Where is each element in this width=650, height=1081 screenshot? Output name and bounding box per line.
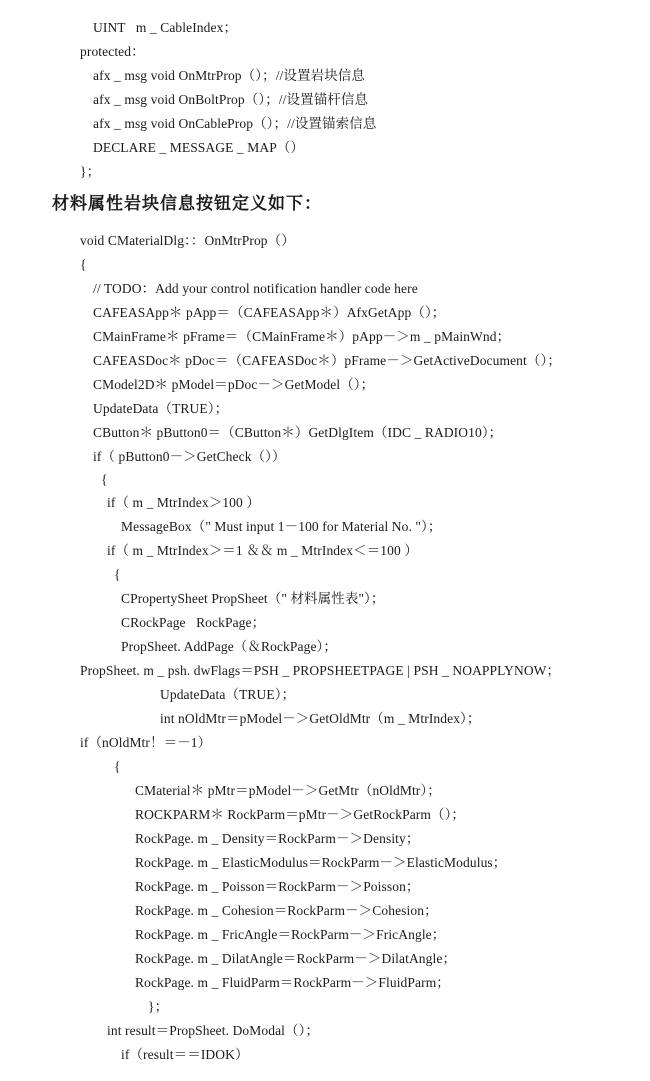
code-line: PropSheet. m _ psh. dwFlags＝PSH _ PROPSHEETPAGE | PSH _ NOAPPLYNOW； [80, 663, 561, 678]
code-line: protected： [80, 44, 145, 59]
code-line: }； [80, 164, 101, 179]
code-line: if（result＝＝IDOK） [121, 1047, 249, 1062]
code-line: CAFEASApp＊ pApp＝（CAFEASApp＊）AfxGetApp（）； [93, 305, 446, 320]
code-line: if（ pButton0－＞GetCheck（）） [93, 449, 286, 464]
code-line: afx _ msg void OnCableProp（）；//设置锚索信息 [93, 116, 377, 131]
code-line: CModel2D＊ pModel＝pDoc－＞GetModel（）； [93, 377, 375, 392]
code-line: afx _ msg void OnBoltProp（）；//设置锚杆信息 [93, 92, 369, 107]
code-line: int result＝PropSheet. DoModal（）； [107, 1023, 320, 1038]
code-line: if（ m _ MtrIndex＞100 ） [107, 495, 260, 510]
code-line: RockPage. m _ Poisson＝RockParm－＞Poisson； [135, 879, 420, 894]
code-line: CRockPage RockPage； [121, 615, 266, 630]
code-line: CPropertySheet PropSheet（" 材料属性表"）； [121, 591, 385, 606]
code-line: RockPage. m _ ElasticModulus＝RockParm－＞ElasticModulus； [135, 855, 507, 870]
code-line: if（nOldMtr！＝－1） [80, 735, 212, 750]
code-line: RockPage. m _ Density＝RockParm－＞Density； [135, 831, 420, 846]
code-line: CMainFrame＊ pFrame＝（CMainFrame＊）pApp－＞m _ pMainWnd； [93, 329, 511, 344]
code-line: }； [148, 999, 169, 1014]
code-line: PropSheet. AddPage（＆RockPage）； [121, 639, 337, 654]
code-line: // TODO：Add your control notification handler code here [93, 281, 418, 296]
code-line: afx _ msg void OnMtrProp（）；//设置岩块信息 [93, 68, 365, 83]
code-line: RockPage. m _ FricAngle＝RockParm－＞FricAngle； [135, 927, 446, 942]
code-line: if（ m _ MtrIndex＞＝1 ＆＆ m _ MtrIndex＜＝100 ） [107, 543, 418, 558]
code-line: RockPage. m _ FluidParm＝RockParm－＞FluidParm； [135, 975, 450, 990]
code-line: ROCKPARM＊ RockParm＝pMtr－＞GetRockParm（）； [135, 807, 466, 822]
code-line: { [114, 567, 121, 582]
code-line: int nOldMtr＝pModel－＞GetOldMtr（m _ MtrIndex）； [160, 711, 481, 726]
code-line: MessageBox（" Must input 1－100 for Material No. "）； [121, 519, 442, 534]
code-line: UpdateData（TRUE）； [160, 687, 296, 702]
code-line: UINT m _ CableIndex； [93, 20, 238, 35]
code-line: CMaterial＊ pMtr＝pModel－＞GetMtr（nOldMtr）； [135, 783, 441, 798]
code-line: void CMaterialDlg：：OnMtrProp（） [80, 233, 295, 248]
code-line: { [80, 257, 87, 272]
code-line: UpdateData（TRUE）； [93, 401, 229, 416]
code-line: { [101, 472, 108, 487]
code-line: DECLARE _ MESSAGE _ MAP（） [93, 140, 305, 155]
code-line: RockPage. m _ Cohesion＝RockParm－＞Cohesion； [135, 903, 438, 918]
code-line: RockPage. m _ DilatAngle＝RockParm－＞DilatAngle； [135, 951, 457, 966]
code-line: { [114, 759, 121, 774]
section-heading: 材料属性岩块信息按钮定义如下： [52, 194, 322, 213]
code-line: CAFEASDoc＊ pDoc＝（CAFEASDoc＊）pFrame－＞GetActiveDocument（）； [93, 353, 561, 368]
code-line: CButton＊ pButton0＝（CButton＊）GetDlgItem（IDC _ RADIO10）； [93, 425, 503, 440]
